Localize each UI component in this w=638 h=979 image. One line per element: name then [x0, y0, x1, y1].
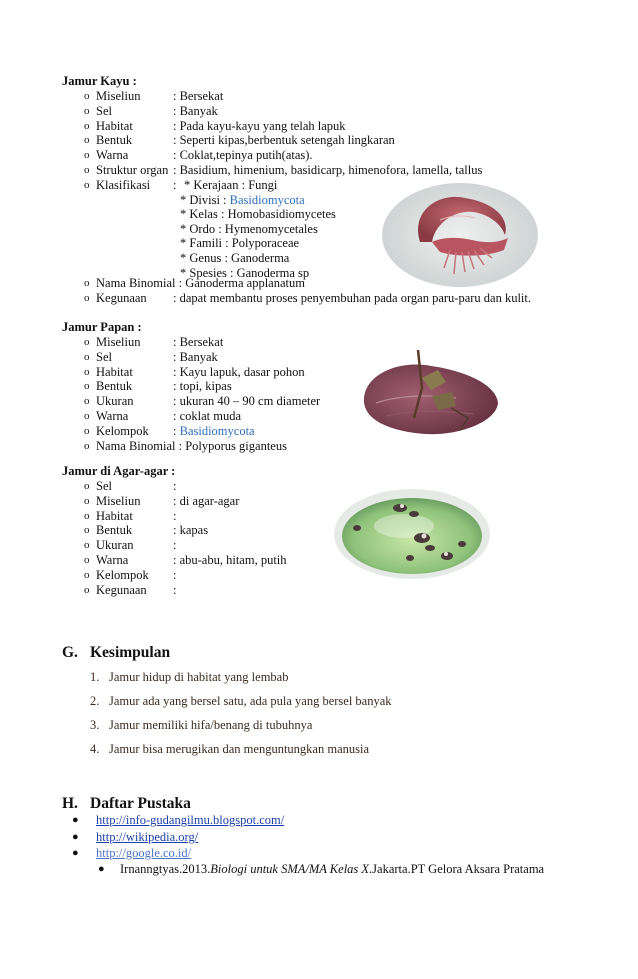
jamur-agar-label: Warna	[96, 553, 129, 567]
jamur-kayu-label: Warna	[96, 148, 129, 163]
jamur-agar-value	[173, 568, 176, 583]
jamur-agar-label: Sel	[96, 479, 112, 493]
kesimpulan-item	[90, 692, 392, 710]
jamur-papan-label: Miseliun	[96, 335, 141, 349]
jamur-kayu-label: Klasifikasi	[96, 177, 151, 192]
bullet-circle-icon: o	[84, 104, 90, 117]
jamur-agar-value	[173, 494, 239, 509]
klasifikasi-item	[180, 193, 305, 208]
jamur-kayu-value-text: : Seperti kipas,berbentuk setengah lingkaran	[173, 133, 395, 148]
jamur-kayu-value	[173, 119, 346, 134]
jamur-agar-title: Jamur di Agar-agar :	[62, 464, 176, 478]
klasifikasi-item	[180, 207, 336, 222]
bullet-circle-icon: o	[84, 480, 90, 492]
bullet-circle-icon: o	[84, 554, 90, 566]
klasifikasi-item	[180, 236, 299, 251]
klasifikasi-prefix: * Ordo :	[180, 221, 225, 236]
jamur-agar-value	[173, 583, 176, 598]
klasifikasi-prefix: * Kelas :	[180, 207, 228, 222]
jamur-agar-label: Kelompok	[96, 567, 149, 582]
jamur-agar-label: Ukuran	[96, 538, 134, 553]
kesimpulan-text: Jamur hidup di habitat yang lembab	[109, 670, 289, 684]
jamur-kayu-photo	[380, 180, 540, 290]
jamur-agar-value	[173, 509, 176, 524]
klasifikasi-prefix: * Spesies :	[180, 265, 237, 280]
jamur-agar-value-text: :	[173, 538, 177, 553]
jamur-kayu-value	[173, 133, 395, 148]
book-author-year: Irnanngtyas.2013.	[120, 862, 211, 876]
jamur-kayu-value	[173, 89, 223, 104]
jamur-agar-value	[173, 538, 176, 553]
reference-link[interactable]: http://info-gudangilmu.blogspot.com/	[96, 813, 285, 827]
jamur-kayu-title: Jamur Kayu :	[62, 74, 137, 88]
jamur-kayu-label: Struktur organ	[96, 163, 169, 177]
jamur-kayu-value-text: : Bersekat	[173, 89, 224, 103]
klasifikasi-value: Homobasidiomycetes	[227, 207, 336, 222]
reference-link[interactable]: http://google.co.id/	[96, 846, 192, 860]
jamur-papan-value	[173, 394, 320, 409]
jamur-agar-value	[173, 553, 287, 568]
jamur-papan-label: Sel	[96, 349, 112, 364]
jamur-kayu-label: Miseliun	[96, 89, 141, 103]
jamur-papan-value	[173, 379, 232, 394]
bullet-circle-icon: o	[84, 178, 90, 191]
daftar-pustaka-letter: H.	[62, 795, 78, 812]
bullet-circle-icon: o	[84, 292, 90, 304]
jamur-papan-value-text: : topi, kipas	[173, 379, 232, 394]
kesimpulan-title: Kesimpulan	[90, 644, 171, 661]
jamur-agar-value	[173, 479, 176, 494]
jamur-papan-label: Warna	[96, 409, 129, 423]
bullet-circle-icon: o	[84, 395, 90, 408]
jamur-kayu-value-text: : Banyak	[173, 103, 218, 118]
bullet-circle-icon: o	[84, 424, 90, 437]
klasifikasi-value: Basidiomycota	[229, 192, 305, 207]
bullet-circle-icon: o	[84, 119, 90, 132]
bullet-circle-icon: o	[84, 524, 90, 537]
jamur-papan-value-text: :	[173, 423, 180, 438]
kesimpulan-item	[90, 668, 288, 686]
book-publisher: .Jakarta.PT Gelora Aksara Pratama	[369, 862, 545, 876]
jamur-papan-value	[173, 424, 255, 439]
jamur-agar-label: Bentuk	[96, 523, 133, 538]
bullet-dot-icon: ●	[98, 863, 105, 875]
jamur-papan-value-text: : Banyak	[173, 349, 218, 364]
bullet-circle-icon: o	[84, 277, 90, 289]
klasifikasi-value: Ganoderma	[231, 251, 290, 265]
bullet-circle-icon: o	[84, 134, 90, 147]
jamur-kayu-label: Sel	[96, 103, 112, 118]
jamur-agar-value-text: :	[173, 508, 177, 523]
jamur-kayu-value-text: : Coklat,tepinya putih(atas).	[173, 148, 313, 163]
bullet-circle-icon: o	[84, 439, 90, 452]
kesimpulan-number: 3.	[90, 718, 100, 732]
jamur-kayu-extra-label: Kegunaan	[96, 291, 147, 305]
jamur-agar-value-text: :	[173, 582, 177, 597]
klasifikasi-value: Ganoderma sp	[236, 265, 310, 280]
bullet-circle-icon: o	[84, 90, 90, 102]
klasifikasi-prefix: * Kerajaan :	[184, 178, 249, 192]
bullet-circle-icon: o	[84, 350, 90, 363]
jamur-kayu-value	[173, 104, 218, 119]
kesimpulan-number: 1.	[90, 670, 100, 684]
kesimpulan-item	[90, 740, 369, 758]
reference-link[interactable]: http://wikipedia.org/	[96, 829, 199, 844]
bullet-dot-icon: ●	[72, 830, 79, 843]
jamur-papan-value	[173, 365, 305, 380]
klasifikasi-value: Polyporaceae	[231, 236, 300, 251]
bullet-circle-icon: o	[84, 539, 90, 552]
jamur-papan-value-text: : ukuran 40 – 90 cm diameter	[173, 394, 321, 409]
jamur-papan-value-highlight: Basidiomycota	[179, 423, 255, 438]
bullet-circle-icon: o	[84, 568, 90, 581]
bullet-dot-icon: ●	[72, 814, 79, 826]
jamur-agar-label: Kegunaan	[96, 582, 147, 597]
jamur-agar-label: Miseliun	[96, 493, 141, 508]
jamur-agar-value-text: :	[173, 479, 177, 493]
jamur-agar-value	[173, 523, 208, 538]
kesimpulan-text: Jamur bisa merugikan dan menguntungkan manusia	[109, 742, 370, 756]
daftar-pustaka-heading	[62, 795, 191, 813]
jamur-agar-value-text: : abu-abu, hitam, putih	[173, 553, 287, 567]
bullet-circle-icon: o	[84, 380, 90, 393]
klasifikasi-prefix: * Genus :	[180, 251, 232, 265]
jamur-kayu-extra-value-text: : dapat membantu proses penyembuhan pada organ paru-paru dan kulit.	[173, 291, 531, 305]
kesimpulan-letter: G.	[62, 644, 78, 661]
kesimpulan-number: 2.	[90, 694, 100, 708]
jamur-agar-photo	[332, 486, 492, 581]
jamur-papan-label: Bentuk	[96, 379, 133, 394]
bullet-circle-icon: o	[84, 509, 90, 522]
bullet-circle-icon: o	[84, 336, 90, 348]
jamur-papan-value-text: : coklat muda	[173, 409, 242, 423]
daftar-pustaka-title: Daftar Pustaka	[90, 795, 191, 812]
jamur-agar-value-text: :	[173, 567, 177, 582]
jamur-papan-label: Kelompok	[96, 423, 149, 438]
klasifikasi-value: Hymenomycetales	[224, 221, 318, 236]
book-title: Biologi untuk SMA/MA Kelas X	[210, 862, 370, 876]
jamur-kayu-extra-label: Nama Binomial : Ganoderma applanatum	[96, 276, 305, 290]
bullet-dot-icon: ●	[72, 847, 79, 859]
bullet-circle-icon: o	[84, 164, 90, 176]
jamur-papan-value	[173, 335, 223, 350]
jamur-papan-value-text: : Kayu lapuk, dasar pohon	[173, 364, 305, 379]
klasifikasi-item	[180, 222, 318, 237]
klasifikasi-value: Fungi	[248, 178, 278, 192]
jamur-papan-value	[173, 409, 241, 424]
bullet-circle-icon: o	[84, 494, 90, 507]
jamur-kayu-extra-value	[173, 291, 531, 306]
jamur-kayu-value-text: :	[173, 177, 177, 192]
jamur-papan-label: Ukuran	[96, 394, 134, 409]
bullet-circle-icon: o	[84, 365, 90, 378]
jamur-kayu-value	[173, 163, 482, 178]
kesimpulan-item	[90, 716, 312, 734]
klasifikasi-item	[184, 178, 277, 193]
jamur-agar-value-text: : kapas	[173, 523, 209, 538]
kesimpulan-text: Jamur memiliki hifa/benang di tubuhnya	[109, 718, 313, 732]
jamur-kayu-label: Bentuk	[96, 133, 133, 148]
jamur-kayu-value-text: : Basidium, himenium, basidicarp, himenofora, lamella, tallus	[173, 163, 483, 177]
jamur-papan-value	[173, 350, 218, 365]
jamur-kayu-value	[173, 178, 176, 193]
jamur-papan-label: Nama Binomial : Polyporus giganteus	[96, 438, 287, 453]
jamur-kayu-value	[173, 148, 313, 163]
book-reference-text	[120, 861, 544, 878]
jamur-agar-label: Habitat	[96, 508, 133, 523]
jamur-papan-label: Habitat	[96, 364, 133, 379]
jamur-kayu-value-text: : Pada kayu-kayu yang telah lapuk	[173, 118, 346, 133]
jamur-papan-value-text: : Bersekat	[173, 335, 224, 349]
kesimpulan-heading	[62, 644, 170, 662]
bullet-circle-icon: o	[84, 410, 90, 422]
kesimpulan-number: 4.	[90, 742, 100, 756]
kesimpulan-text: Jamur ada yang bersel satu, ada pula yang bersel banyak	[109, 694, 392, 708]
bullet-circle-icon: o	[84, 149, 90, 162]
klasifikasi-item	[180, 251, 289, 266]
jamur-papan-photo	[356, 348, 506, 440]
jamur-papan-title: Jamur Papan :	[62, 320, 142, 334]
jamur-kayu-label: Habitat	[96, 118, 133, 133]
klasifikasi-prefix: * Divisi :	[180, 192, 230, 207]
klasifikasi-prefix: * Famili :	[180, 236, 232, 251]
bullet-circle-icon: o	[84, 583, 90, 596]
jamur-agar-value-text: : di agar-agar	[173, 493, 240, 508]
